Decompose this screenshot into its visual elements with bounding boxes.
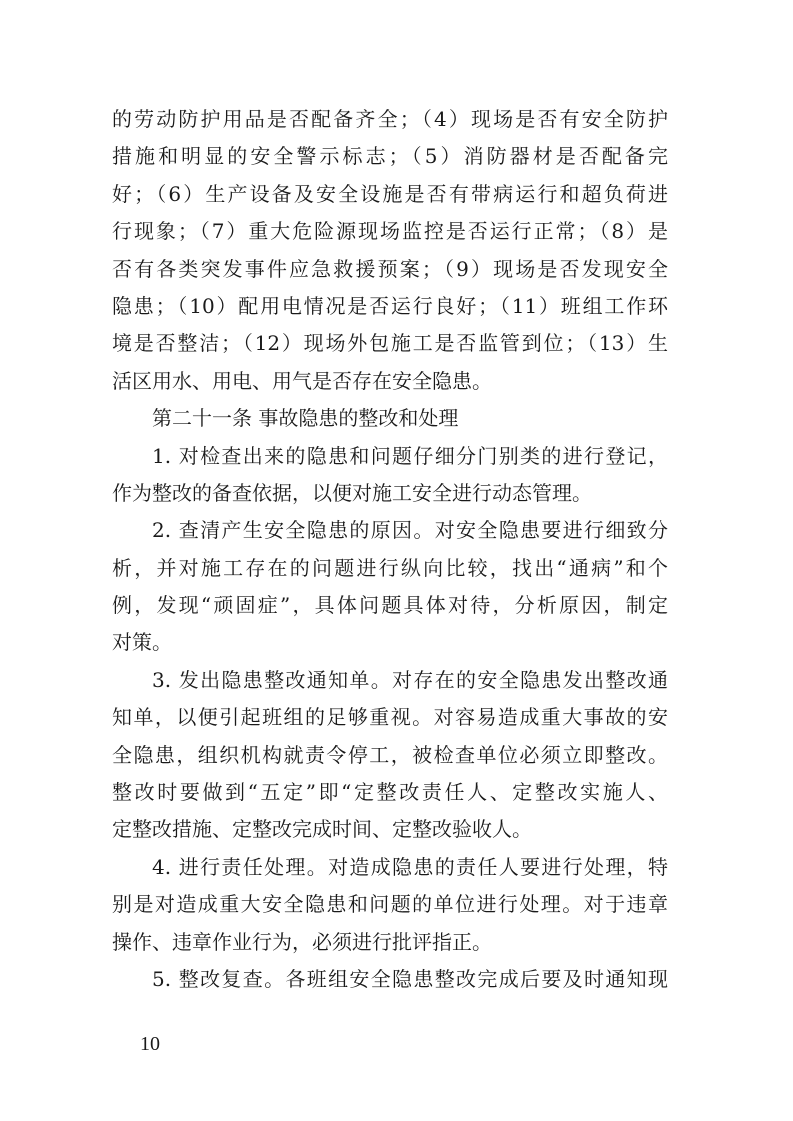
text-line: 1. 对检查出来的隐患和问题仔细分门别类的进行登记， (152, 443, 668, 468)
text-line: 全隐患，组织机构就责令停工，被检查单位必须立即整改。 (112, 742, 668, 767)
text-line: 4. 进行责任处理。对造成隐患的责任人要进行处理，特 (152, 854, 668, 879)
text-line: 否有各类突发事件应急救援预案；（9）现场是否发现安全 (112, 256, 668, 281)
text-line: 2. 查清产生安全隐患的原因。对安全隐患要进行细致分 (152, 518, 668, 543)
section-heading: 第二十一条 事故隐患的整改和处理 (152, 406, 459, 431)
page-number: 10 (140, 1033, 160, 1055)
text-line: 析，并对施工存在的问题进行纵向比较，找出“通病”和个 (112, 555, 668, 580)
text-line: 5. 整改复查。各班组安全隐患整改完成后要及时通知现 (152, 966, 668, 991)
page-body (112, 101, 668, 998)
text-line: 定整改措施、定整改完成时间、定整改验收人。 (112, 817, 532, 842)
text-line: 隐患；（10）配用电情况是否运行良好；（11）班组工作环 (112, 293, 668, 318)
text-line: 别是对造成重大安全隐患和问题的单位进行处理。对于违章 (112, 892, 668, 917)
text-line: 的劳动防护用品是否配备齐全；（4）现场是否有安全防护 (112, 107, 668, 131)
text-line: 操作、违章作业行为，必须进行批评指正。 (112, 929, 492, 954)
text-line: 对策。 (112, 630, 172, 655)
text-line: 活区用水、用电、用气是否存在安全隐患。 (112, 368, 492, 393)
text-line: 好；（6）生产设备及安全设施是否有带病运行和超负荷进 (112, 181, 668, 206)
text-line: 知单，以便引起班组的足够重视。对容易造成重大事故的安 (112, 705, 668, 730)
text-line: 作为整改的备查依据，以便对施工安全进行动态管理。 (112, 480, 592, 505)
text-line: 整改时要做到“五定”即“定整改责任人、定整改实施人、 (112, 780, 668, 805)
text-line: 3. 发出隐患整改通知单。对存在的安全隐患发出整改通 (152, 667, 668, 692)
text-line: 行现象；（7）重大危险源现场监控是否运行正常；（8）是 (112, 219, 668, 244)
text-line: 境是否整洁；（12）现场外包施工是否监管到位；（13）生 (112, 331, 668, 356)
text-line: 措施和明显的安全警示标志；（5）消防器材是否配备完 (112, 144, 668, 169)
text-line: 例，发现“顽固症”，具体问题具体对待，分析原因，制定 (112, 593, 668, 618)
